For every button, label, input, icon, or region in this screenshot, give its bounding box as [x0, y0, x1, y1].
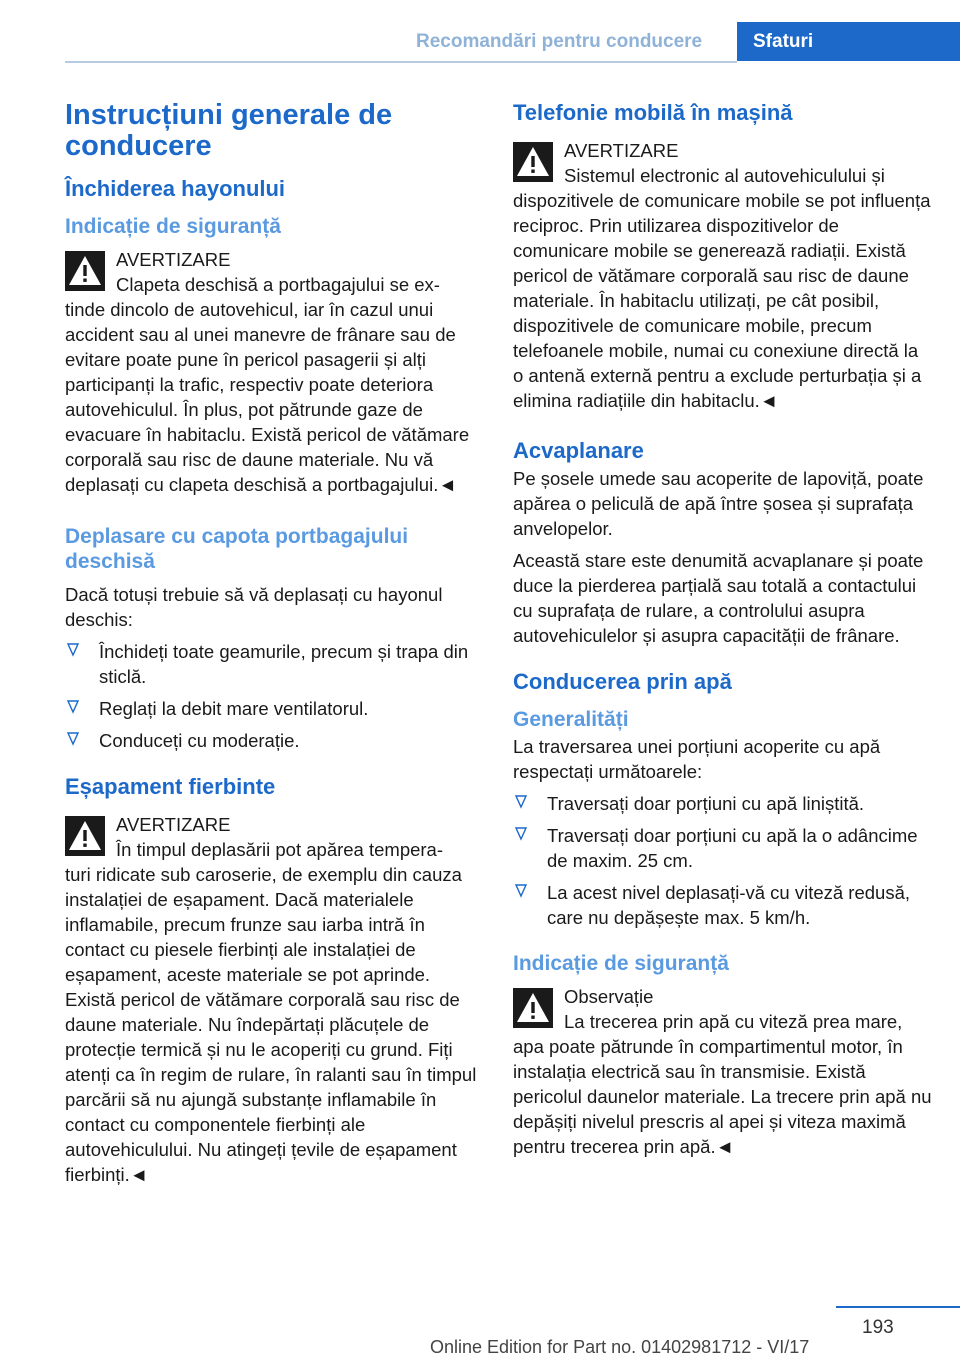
heading-aquaplaning: Acvaplanare: [513, 438, 644, 463]
list-water-driving: [513, 791, 933, 930]
bullet-triangle-icon: [515, 884, 527, 898]
bullet-triangle-icon: [67, 700, 79, 714]
running-header-section: Recomandări pentru conducere: [416, 31, 703, 52]
edition-note: Online Edition for Part no. 01402981712 - VI/17: [430, 1337, 810, 1357]
warning-triangle-icon: [513, 988, 553, 1028]
heading-hatch: Închiderea hayonului: [65, 176, 286, 201]
note-block-water: [513, 984, 933, 1159]
warning-label: AVERTIZARE: [116, 814, 231, 835]
warning-block-exhaust: [65, 812, 483, 1187]
list-item: Traversați doar porțiuni cu apă la o adâncime de maxim. 25 cm.: [513, 823, 933, 873]
heading-safety-note: Indicație de siguranță: [65, 215, 281, 238]
left-column: [65, 100, 483, 1194]
bullet-triangle-icon: [515, 827, 527, 841]
list-item: Traversați doar porțiuni cu apă liniștită.: [513, 791, 933, 816]
heading-open-hatch: Deplasare cu capota portbagajului deschisă: [65, 525, 409, 573]
note-text: apa poate pătrunde în compartimentul motor, în instalația electrică sau în transmisie. Există pericolul daunelor materiale. La trecere prin apă nu depășiți nivelul prescris al apei și viteza maximă pentru trecerea prin apă.◄: [513, 1036, 932, 1157]
paragraph-water-intro: La traversarea unei porțiuni acoperite cu apă respectați următoarele:: [513, 736, 881, 782]
heading-hot-exhaust: Eșapament fierbinte: [65, 774, 276, 799]
warning-triangle-icon: [65, 251, 105, 291]
note-label: Observație: [564, 986, 654, 1007]
paragraph-aquaplaning-2: Această stare este denumită acvaplanare și poate duce la pierderea parțială sau totală a contactului cu suprafața de rulare, a controlului asupra autovehiculelor și asupra capacității de frânare.: [513, 550, 924, 646]
paragraph-open-intro: Dacă totuși trebuie să vă deplasați cu hayonul deschis:: [65, 584, 443, 630]
warning-triangle-icon: [65, 816, 105, 856]
heading-safety-note-2: Indicație de siguranță: [513, 952, 729, 975]
list-item: Conduceți cu moderație.: [65, 728, 483, 753]
chapter-tab-label: Sfaturi: [753, 31, 814, 52]
warning-text-first-line: Clapeta deschisă a portbagajului se ex-: [116, 274, 440, 295]
page-title: Instrucțiuni generale de conducere: [65, 99, 393, 162]
warning-label: AVERTIZARE: [116, 249, 231, 270]
warning-block-phone: [513, 138, 933, 413]
list-item: Reglați la debit mare ventilatorul.: [65, 696, 483, 721]
warning-text-first-line: În timpul deplasării pot apărea tempera-: [116, 839, 444, 860]
warning-block-hatch: [65, 247, 483, 497]
paragraph-aquaplaning-1: Pe șosele umede sau acoperite de lapoviță, poate apărea o peliculă de apă între șosea și suprafața anvelopelor.: [513, 468, 924, 539]
page-number: 193: [862, 1317, 894, 1338]
bullet-triangle-icon: [515, 795, 527, 809]
right-column: [513, 100, 933, 1166]
list-item: Închideți toate geamurile, precum și trapa din sticlă.: [65, 639, 483, 689]
heading-water-driving: Conducerea prin apă: [513, 669, 732, 694]
header-rule: [65, 61, 737, 63]
chapter-tab: [737, 22, 960, 61]
warning-triangle-icon: [513, 142, 553, 182]
bullet-triangle-icon: [67, 643, 79, 657]
note-text-first-line: La trecerea prin apă cu viteză prea mare,: [564, 1011, 903, 1032]
warning-text: dispozitivele de comunicare mobile se pot influența reciproc. Prin utilizarea dispozitivelor de comunicare mobile se generează radiații. Există pericol de vătămare corporală sau risc de daune materiale. În habitaclu utilizați, pe cât posibil, dispozitivele de comunicare mobile, precum telefoanele mobile, numai cu conexiune directă la o antenă externă pentru a exclude perturbația și a elimina radiațiile din habitaclu.◄: [513, 190, 931, 411]
warning-text: tinde dincolo de autovehicul, iar în cazul unui accident sau al unei manevre de frânare sau de evitare poate pune în pericol pasagerii și alți participanți la trafic, respectiv poate deteriora autovehiculul. În plus, pot pătrunde gaze de evacuare în habitaclu. Există pericol de vătămare corporală sau risc de daune materiale. Nu vă deplasați cu clapeta deschisă a portbagajului.◄: [65, 299, 470, 495]
heading-mobile-phone: Telefonie mobilă în mașină: [513, 100, 793, 125]
heading-general: Generalități: [513, 708, 629, 731]
warning-text: turi ridicate sub caroserie, de exemplu din cauza instalației de eșapament. Dacă materialele inflamabile, precum frunze sau iarba intră în contact cu piesele fierbinți ale instalației de eșapament, aceste materiale se pot aprinde. Există pericol de vătămare corporală sau risc de daune materiale. Nu îndepărtați plăcuțele de protecție termică și nu le acoperiți cu grund. Fiți atenți ca în regim de rulare, în ralanti sau în timpul parcării să nu ajungă substanțe inflamabile în contact cu componentele fierbinți ale autovehiculului. Nu atingeți țevile de eșapament fierbinți.◄: [65, 864, 477, 1185]
warning-label: AVERTIZARE: [564, 140, 679, 161]
warning-text-first-line: Sistemul electronic al autovehiculului și: [564, 165, 885, 186]
list-item: La acest nivel deplasați-vă cu viteză redusă, care nu depășește max. 5 km/h.: [513, 880, 933, 930]
list-open-hatch: [65, 639, 483, 753]
footer-rule: [836, 1306, 960, 1308]
bullet-triangle-icon: [67, 732, 79, 746]
